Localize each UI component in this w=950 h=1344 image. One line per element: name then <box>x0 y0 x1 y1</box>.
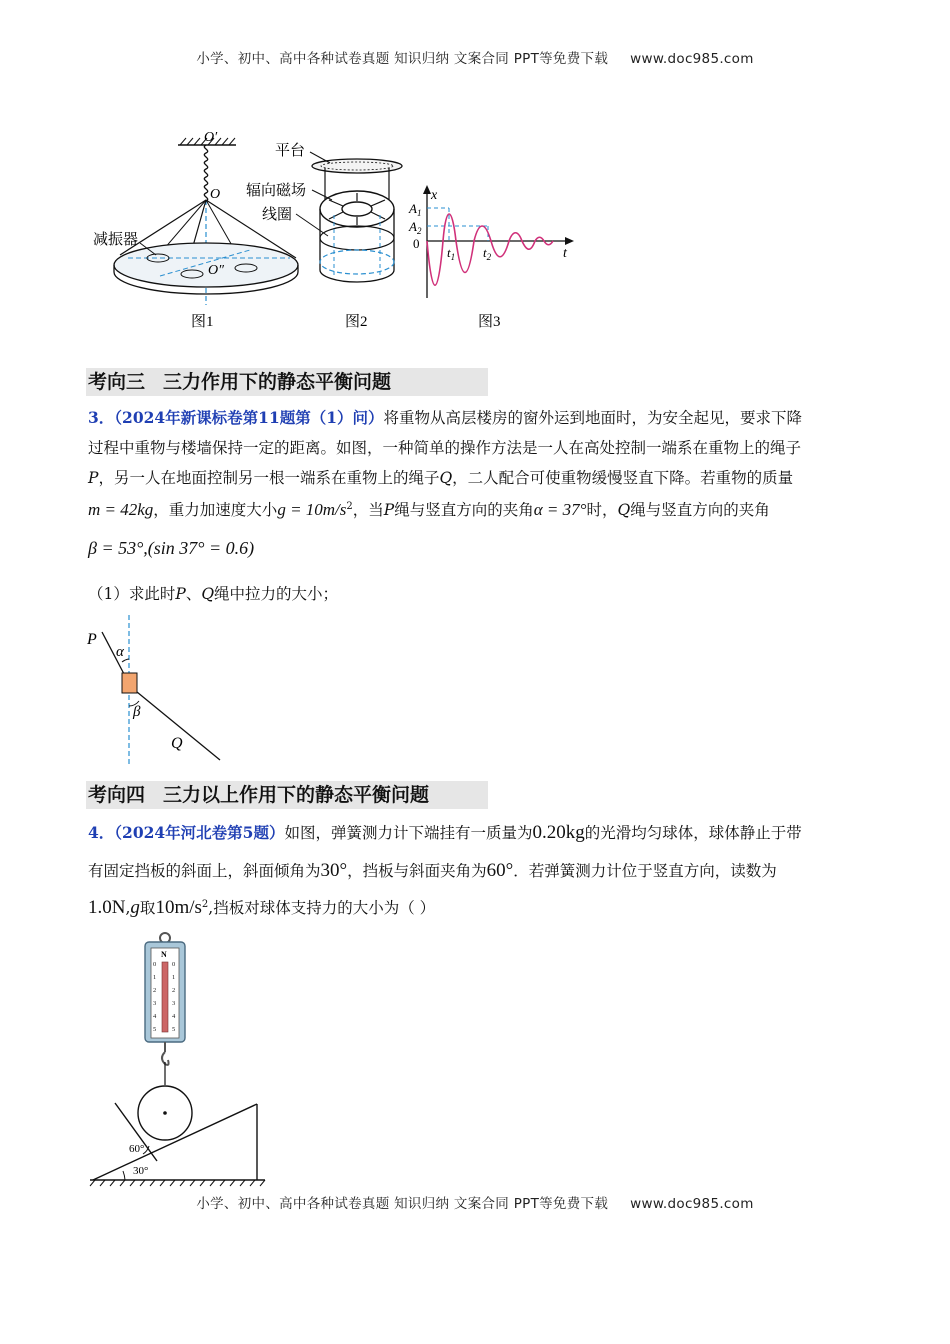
q4-figure <box>85 930 285 1190</box>
q4-source: （2024年河北卷第5题） <box>114 823 285 842</box>
q3-gravity: g = 10m/s <box>277 500 347 519</box>
q4-text-2a: 有固定挡板的斜面上，斜面倾角为 <box>88 862 321 880</box>
q4-gval-exp: 2 <box>201 898 209 910</box>
q3-gravity-exp: 2 <box>346 500 353 512</box>
q3-text-4c: 绳与竖直方向的夹角 <box>394 501 534 519</box>
svg-text:1: 1 <box>153 974 157 981</box>
q3-rope-p-2: P <box>383 501 395 519</box>
q3-line-1 <box>88 406 802 428</box>
q3-line-4 <box>88 498 770 520</box>
label-platform: 平台 <box>275 143 306 159</box>
q3-number: 3． <box>88 408 115 427</box>
q4-mass: 0.20kg <box>532 822 585 843</box>
q3-sub-1-a: （1）求此时 <box>88 585 176 603</box>
q3-text-3b: ，二人配合可使重物缓慢竖直下降。若重物的质量 <box>452 469 794 487</box>
q3-line-3 <box>88 466 793 488</box>
q4-text-1a: 如图，弹簧测力计下端挂有一质量为 <box>284 824 533 842</box>
q4-g: g <box>130 897 140 918</box>
section-4-title: 三力以上作用下的静态平衡问题 <box>163 784 430 806</box>
svg-text:3: 3 <box>172 1000 176 1007</box>
q3-sub-1-p: P <box>175 585 186 603</box>
caption-fig2: 图2 <box>345 314 368 330</box>
q4-gval: 10m/s <box>155 897 202 918</box>
q3-text-4e: 绳与竖直方向的夹角 <box>630 501 770 519</box>
svg-text:5: 5 <box>172 1026 176 1033</box>
svg-text:2: 2 <box>172 987 176 994</box>
label-a1: $A_1$ <box>409 201 422 218</box>
svg-text:0: 0 <box>153 961 157 968</box>
label-field: 辐向磁场 <box>246 183 307 199</box>
section-3-num: 考向三 <box>88 371 146 393</box>
q3-fig-label-p: P <box>87 631 97 648</box>
q3-source: （2024年新课标卷第11题第（1）问） <box>114 408 384 427</box>
section-4-heading <box>86 781 488 809</box>
q3-sub-1-b: 、 <box>185 585 202 603</box>
svg-text:5: 5 <box>153 1026 157 1033</box>
label-t: t <box>563 246 567 261</box>
label-x: x <box>431 188 438 203</box>
header-url[interactable]: www.doc985.com <box>630 51 754 67</box>
q3-line-2: 过程中重物与楼墙保持一定的距离。如图，一种简单的操作方法是一人在高处控制一端系在重物上的绳子 <box>88 439 802 457</box>
q4-text-2b: ，挡板与斜面夹角为 <box>347 862 487 880</box>
label-a2: $A_2$ <box>409 219 422 236</box>
label-o: O <box>210 187 221 202</box>
figure-1 <box>93 130 298 330</box>
svg-text:4: 4 <box>172 1013 176 1020</box>
q3-text-4d: 时， <box>586 501 618 519</box>
q4-fig-label-60: 60° <box>129 1143 145 1155</box>
q3-figure <box>80 610 240 770</box>
q4-incline-angle: 30° <box>320 860 348 881</box>
caption-fig3: 图3 <box>478 314 501 330</box>
q3-sub-1 <box>88 582 338 604</box>
header-text: 小学、初中、高中各种试卷真题 知识归纳 文案合同 PPT等免费下载 <box>196 51 609 67</box>
q3-text-1: 将重物从高层楼房的窗外运到地面时，为安全起见，要求下降 <box>383 409 803 427</box>
footer-url[interactable]: www.doc985.com <box>630 1196 754 1212</box>
q3-text-4b: ，当 <box>352 501 384 519</box>
top-figures <box>0 0 950 340</box>
q3-rope-p: P <box>88 469 99 487</box>
q4-fig-label-n: N <box>161 950 167 959</box>
q4-line-1 <box>88 821 802 844</box>
svg-text:3: 3 <box>153 1000 157 1007</box>
svg-text:2: 2 <box>153 987 157 994</box>
page-footer <box>0 1192 950 1212</box>
label-o-dprime: O″ <box>208 263 224 278</box>
q3-alpha: α = 37° <box>533 500 587 519</box>
q4-board-angle: 60° <box>486 860 514 881</box>
q3-sub-1-c: 绳中拉力的大小； <box>214 585 339 603</box>
svg-text:4: 4 <box>153 1013 157 1020</box>
q4-text-3b: ,挡板对球体支持力的大小为（ ） <box>208 899 436 917</box>
label-damper: 减振器 <box>93 232 139 248</box>
figure-3 <box>408 185 574 330</box>
q3-line-5: β = 53°,(sin 37° = 0.6) <box>88 538 255 558</box>
svg-text:1: 1 <box>172 974 176 981</box>
q4-reading: 1.0N <box>88 897 126 918</box>
section-3-heading <box>86 368 488 396</box>
q3-fig-label-beta: β <box>133 704 141 720</box>
q4-line-3: 1.0N,g取$10m/s^2$,挡板对球体支持力的大小为（ ） <box>88 897 436 918</box>
q3-text-3a: ，另一人在地面控制另一根一端系在重物上的绳子 <box>98 469 440 487</box>
label-zero: 0 <box>413 236 420 251</box>
label-o-prime: O′ <box>204 130 218 145</box>
q4-number: 4． <box>88 823 115 842</box>
section-4-num: 考向四 <box>88 784 146 806</box>
figure-2 <box>246 142 402 330</box>
label-coil: 线圈 <box>262 207 293 223</box>
q4-line-2 <box>88 859 777 882</box>
q3-mass: m = 42kg <box>88 500 154 519</box>
q3-fig-label-q: Q <box>171 735 183 752</box>
q3-fig-label-alpha: α <box>116 644 124 660</box>
svg-text:0: 0 <box>172 961 176 968</box>
q4-text-2c: ．若弹簧测力计位于竖直方向，读数为 <box>513 862 777 880</box>
q4-fig-label-30: 30° <box>133 1165 149 1177</box>
q4-text-1b: 的光滑均匀球体，球体静止于带 <box>584 824 802 842</box>
caption-fig1: 图1 <box>191 314 214 330</box>
q3-rope-q: Q <box>439 469 453 487</box>
q3-sub-1-q: Q <box>201 585 215 603</box>
label-t1: $t_1$ <box>447 245 456 262</box>
label-t2: $t_2$ <box>483 245 492 262</box>
footer-text: 小学、初中、高中各种试卷真题 知识归纳 文案合同 PPT等免费下载 <box>196 1196 609 1212</box>
q4-text-3a: 取 <box>139 899 156 917</box>
q3-text-4a: ，重力加速度大小 <box>153 501 278 519</box>
section-3-title: 三力作用下的静态平衡问题 <box>163 371 392 393</box>
q3-rope-q-2: Q <box>617 501 631 519</box>
